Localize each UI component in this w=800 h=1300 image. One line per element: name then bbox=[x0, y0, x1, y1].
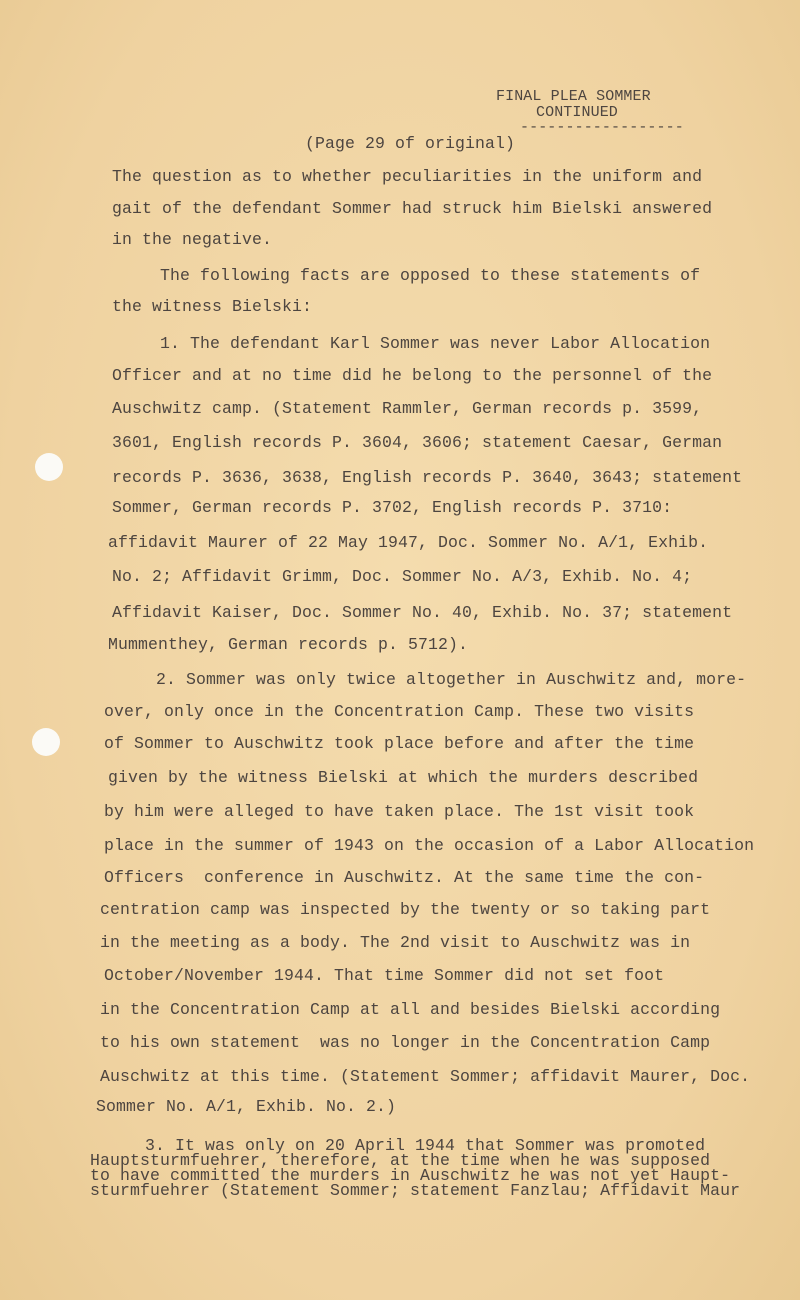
text-line: in the Concentration Camp at all and besides Bielski according bbox=[100, 1000, 721, 1019]
text-line: sturmfuehrer (Statement Sommer; statement Fanzlau; Affidavit Maur bbox=[90, 1181, 741, 1200]
text-line: The following facts are opposed to these statements of bbox=[160, 266, 701, 285]
text-line: 3601, English records P. 3604, 3606; statement Caesar, German bbox=[112, 433, 723, 452]
text-line: place in the summer of 1943 on the occasion of a Labor Allocation bbox=[104, 836, 755, 855]
text-line: to have committed the murders in Auschwitz he was not yet Haupt- bbox=[90, 1166, 731, 1185]
text-line: Auschwitz camp. (Statement Rammler, German records p. 3599, bbox=[112, 399, 703, 418]
punch-hole bbox=[32, 728, 60, 756]
header-title: FINAL PLEA SOMMER bbox=[496, 88, 651, 105]
text-line: by him were alleged to have taken place. The 1st visit took bbox=[104, 802, 695, 821]
header-subtitle: CONTINUED bbox=[536, 104, 618, 121]
text-line: given by the witness Bielski at which the murders described bbox=[108, 768, 699, 787]
text-line: affidavit Maurer of 22 May 1947, Doc. Sommer No. A/1, Exhib. bbox=[108, 533, 709, 552]
text-line: to his own statement was no longer in the Concentration Camp bbox=[100, 1033, 711, 1052]
text-line: Hauptsturmfuehrer, therefore, at the time when he was supposed bbox=[90, 1151, 711, 1170]
text-line: of Sommer to Auschwitz took place before and after the time bbox=[104, 734, 695, 753]
text-line: 2. Sommer was only twice altogether in Auschwitz and, more- bbox=[156, 670, 747, 689]
page-reference: (Page 29 of original) bbox=[305, 134, 516, 153]
header-rule: ------------------ bbox=[520, 119, 684, 136]
text-line: gait of the defendant Sommer had struck him Bielski answered bbox=[112, 199, 713, 218]
text-line: The question as to whether peculiarities in the uniform and bbox=[112, 167, 703, 186]
text-line: Officer and at no time did he belong to the personnel of the bbox=[112, 366, 713, 385]
text-line: October/November 1944. That time Sommer did not set foot bbox=[104, 966, 665, 985]
text-line: Mummenthey, German records p. 5712). bbox=[108, 635, 469, 654]
text-line: Affidavit Kaiser, Doc. Sommer No. 40, Exhib. No. 37; statement bbox=[112, 603, 733, 622]
text-line: centration camp was inspected by the twenty or so taking part bbox=[100, 900, 711, 919]
text-line: Sommer, German records P. 3702, English records P. 3710: bbox=[112, 498, 673, 517]
text-line: No. 2; Affidavit Grimm, Doc. Sommer No. A/3, Exhib. No. 4; bbox=[112, 567, 693, 586]
text-line: Officers conference in Auschwitz. At the same time the con- bbox=[104, 868, 705, 887]
punch-hole bbox=[35, 453, 63, 481]
text-line: 1. The defendant Karl Sommer was never Labor Allocation bbox=[160, 334, 711, 353]
text-line: over, only once in the Concentration Camp. These two visits bbox=[104, 702, 695, 721]
text-line: Auschwitz at this time. (Statement Sommer; affidavit Maurer, Doc. bbox=[100, 1067, 751, 1086]
text-line: in the negative. bbox=[112, 230, 273, 249]
text-line: in the meeting as a body. The 2nd visit to Auschwitz was in bbox=[100, 933, 691, 952]
text-line: 3. It was only on 20 April 1944 that Sommer was promoted bbox=[145, 1136, 706, 1155]
text-line: the witness Bielski: bbox=[112, 297, 313, 316]
text-line: records P. 3636, 3638, English records P. 3640, 3643; statement bbox=[112, 468, 743, 487]
text-line: Sommer No. A/1, Exhib. No. 2.) bbox=[96, 1097, 397, 1116]
